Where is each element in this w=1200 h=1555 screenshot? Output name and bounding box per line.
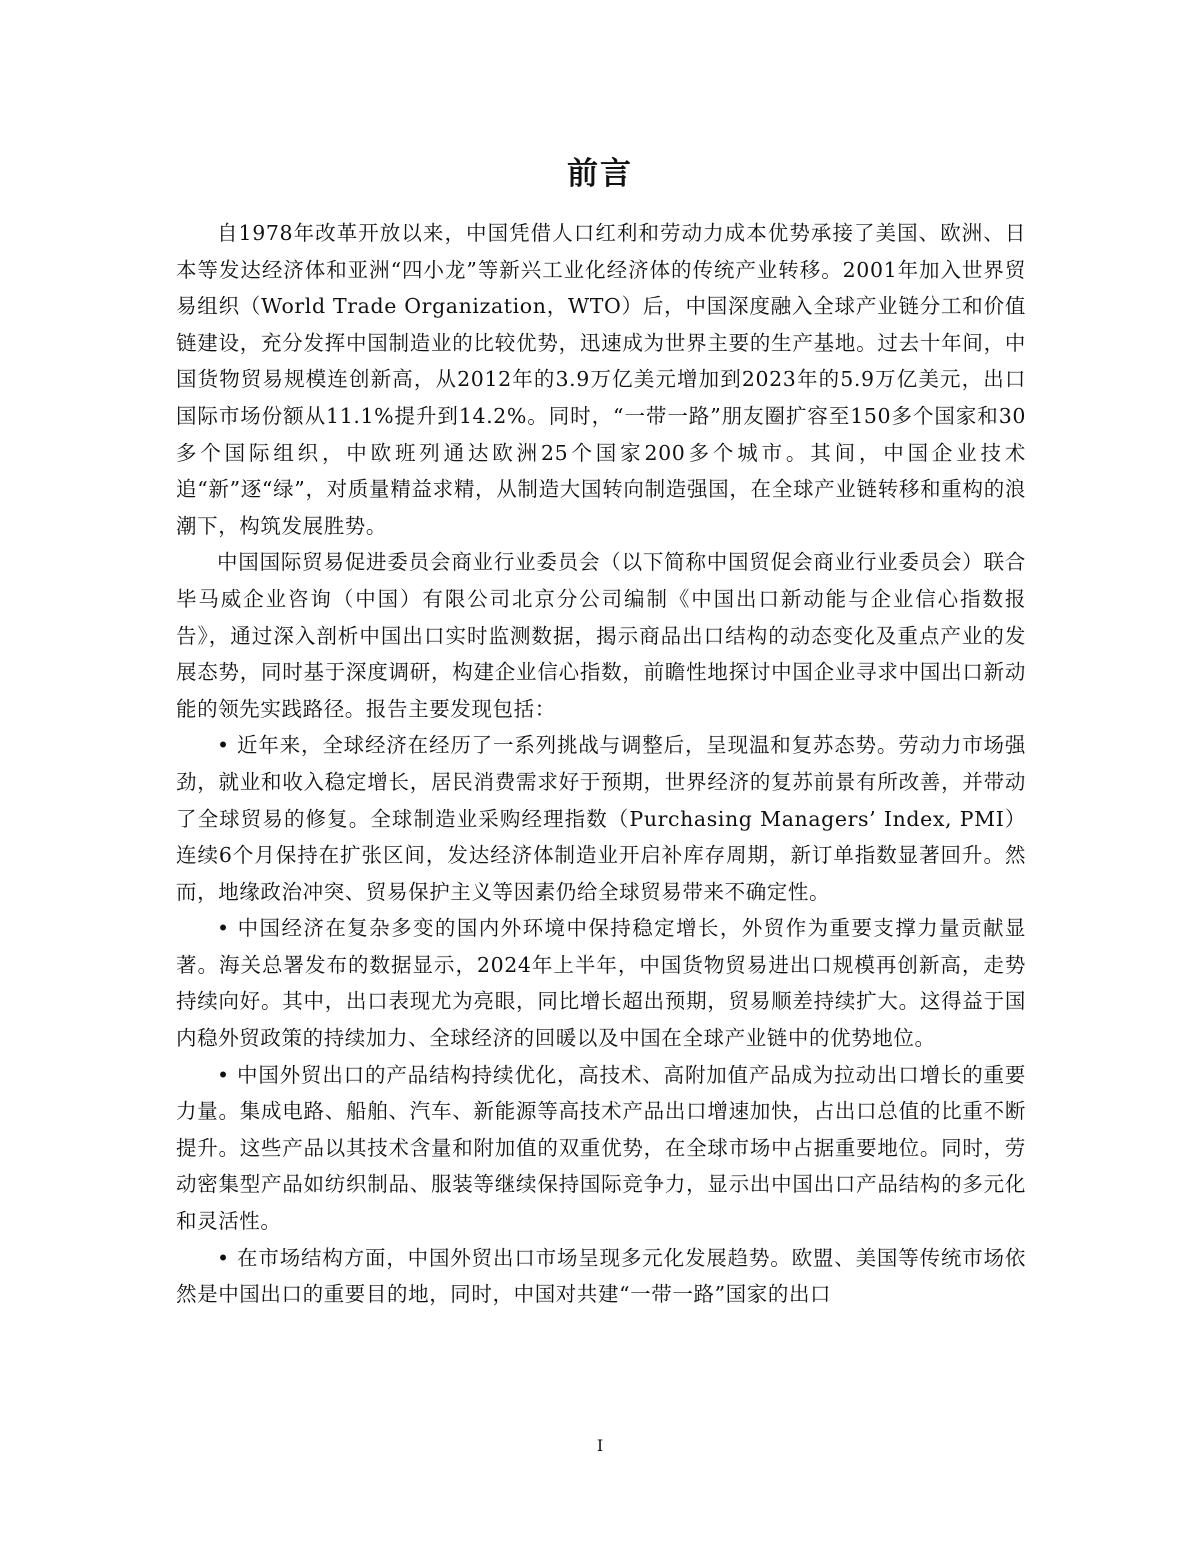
bullet-china-economy: • 中国经济在复杂多变的国内外环境中保持稳定增长，外贸作为重要支撑力量贡献显著。海关总署发布的数据显示，2024年上半年，中国货物贸易进出口规模再创新高，走势持续向好。其中，出口表现尤为亮眼，同比增长超出预期，贸易顺差持续扩大。这得益于国内稳外贸政策的持续加力、全球经济的回暖以及中国在全球产业链中的优势地位。 [176, 916, 1026, 1051]
bullet-global-economy: • 近年来，全球经济在经历了一系列挑战与调整后，呈现温和复苏态势。劳动力市场强劲，就业和收入稳定增长，居民消费需求好于预期，世界经济的复苏前景有所改善，并带动了全球贸易的修复。全球制造业采购经理指数（Purchasing Managers’ Index, PMI）连续6个月保持在扩张区间，发达经济体制造业开启补库存周期，新订单指数显著回升。然而，地缘政治冲突、贸易保护主义等因素仍给全球贸易带来不确定性。 [176, 733, 1026, 904]
page-title: 前言 [567, 156, 633, 192]
body-text [176, 215, 1026, 1313]
bullet-product-structure: • 中国外贸出口的产品结构持续优化，高技术、高附加值产品成为拉动出口增长的重要力量。集成电路、船舶、汽车、新能源等高技术产品出口增速加快，占出口总值的比重不断提升。这些产品以其技术含量和附加值的双重优势，在全球市场中占据重要地位。同时，劳动密集型产品如纺织制品、服装等继续保持国际竞争力，显示出中国出口产品结构的多元化和灵活性。 [176, 1062, 1026, 1234]
page-number: I [596, 1436, 604, 1455]
paragraph-intro: 自1978年改革开放以来，中国凭借人口红利和劳动力成本优势承接了美国、欧洲、日本等发达经济体和亚洲“四小龙”等新兴工业化经济体的传统产业转移。2001年加入世界贸易组织（World Trade Organization，WTO）后，中国深度融入全球产业链分工和价值链建设，充分发挥中国制造业的比较优势，迅速成为世界主要的生产基地。过去十年间，中国货物贸易规模连创新高，从2012年的3.9万亿美元增加到2023年的5.9万亿美元，出口国际市场份额从11.1%提升到14.2%。同时，“一带一路”朋友圈扩容至150多个国家和30多个国际组织，中欧班列通达欧洲25个国家200多个城市。其间，中国企业技术追“新”逐“绿”，对质量精益求精，从制造大国转向制造强国，在全球产业链转移和重构的浪潮下，构筑发展胜势。 [176, 221, 1026, 538]
bullet-market-structure: • 在市场结构方面，中国外贸出口市场呈现多元化发展趋势。欧盟、美国等传统市场依然是中国出口的重要目的地，同时，中国对共建“一带一路”国家的出口 [176, 1245, 1026, 1307]
paragraph-report-overview: 中国国际贸易促进委员会商业行业委员会（以下简称中国贸促会商业行业委员会）联合毕马威企业咨询（中国）有限公司北京分公司编制《中国出口新动能与企业信心指数报告》，通过深入剖析中国出口实时监测数据，揭示商品出口结构的动态变化及重点产业的发展态势，同时基于深度调研，构建企业信心指数，前瞻性地探讨中国企业寻求中国出口新动能的领先实践路径。报告主要发现包括： [176, 550, 1026, 721]
